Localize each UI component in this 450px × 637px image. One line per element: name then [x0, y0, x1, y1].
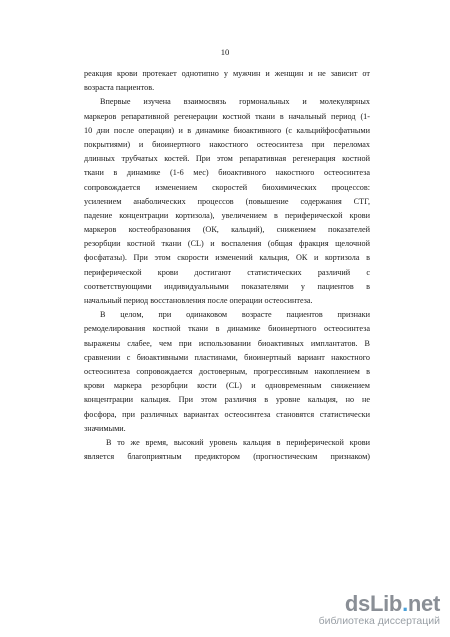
- text-line: крови маркера резорбции кости (CL) и одновременным снижением: [84, 381, 370, 391]
- text-line: периферической крови достигают статистических различий с: [84, 267, 370, 277]
- text-line: сравнении с биоактивными пластинами, биоинертный вариант накостного: [84, 352, 370, 362]
- paragraph: [84, 95, 370, 308]
- text-line: фосфора, при различных вариантах остеосинтеза становятся статистически: [84, 409, 370, 419]
- text-line: сопровождается изменением скоростей биохимических процессов:: [84, 182, 370, 192]
- text-line: В целом, при одинаковом возрасте пациентов признаки: [100, 310, 370, 320]
- text-line: 10 дни после операции) и в динамике биоактивного (с кальцийфосфатными: [84, 125, 370, 135]
- text-line: фосфатазы). При этом скорости изменений кальция, ОК и кортизола в: [84, 253, 370, 263]
- watermark-logo-dot: .: [402, 591, 408, 616]
- paragraph: [84, 436, 370, 464]
- text-line: соответствующими индивидуальными показателями у пациентов в: [84, 281, 370, 291]
- watermark: [319, 593, 440, 627]
- text-line: В то же время, высокий уровень кальция в периферической крови: [106, 437, 370, 447]
- text-line: длинных трубчатых костей. При этом репаративная регенерация костной: [84, 154, 370, 164]
- text-line: значимыми.: [84, 423, 126, 433]
- text-line: возраста пациентов.: [84, 83, 155, 93]
- text-line: маркеров репаративной регенерации костной ткани в начальный период (1-: [84, 111, 370, 121]
- page-number: 10: [220, 47, 230, 57]
- watermark-logo: [319, 593, 440, 615]
- text-line: усилением анаболических процессов (повышение содержания СТГ,: [84, 196, 370, 206]
- watermark-logo-tld: net: [407, 591, 440, 616]
- watermark-logo-name: dsLib: [344, 591, 403, 616]
- watermark-subtitle: библиотека диссертаций: [318, 615, 440, 627]
- paragraph: [84, 67, 370, 95]
- text-line: ткани в динамике (1-6 мес) биоактивного накостного остеосинтеза: [84, 168, 370, 178]
- text-line: остеосинтеза сопровождается достоверным, прогрессивным накоплением в: [84, 366, 370, 376]
- text-line: ремоделирования костной ткани в динамике биоинертного остеосинтеза: [84, 324, 370, 334]
- text-line: маркеров костеобразования (ОК, кальций), снижением показателей: [84, 225, 370, 235]
- text-line: выражены слабее, чем при использовании биоактивных имплантатов. В: [84, 338, 370, 348]
- text-line: является благоприятным предиктором (прогностическим признаком): [84, 452, 370, 462]
- text-line: начальный период восстановления после операции остеосинтеза.: [84, 296, 313, 305]
- text-line: Впервые изучена взаимосвязь гормональных и молекулярных: [100, 97, 370, 107]
- text-line: падение концентрации кортизола), увеличением в периферической крови: [84, 210, 370, 220]
- text-line: резорбции костной ткани (CL) и воспаления (общая фракция щелочной: [84, 239, 370, 249]
- text-line: реакция крови протекает однотипно у мужчин и женщин и не зависит от: [84, 69, 370, 78]
- paragraph: [84, 308, 370, 436]
- text-line: концентрации кальция. При этом различия в уровне кальция, но не: [84, 395, 370, 405]
- body-text: [84, 67, 370, 464]
- text-line: покрытиями) и биоинертного накостного остеосинтеза при переломах: [84, 139, 370, 149]
